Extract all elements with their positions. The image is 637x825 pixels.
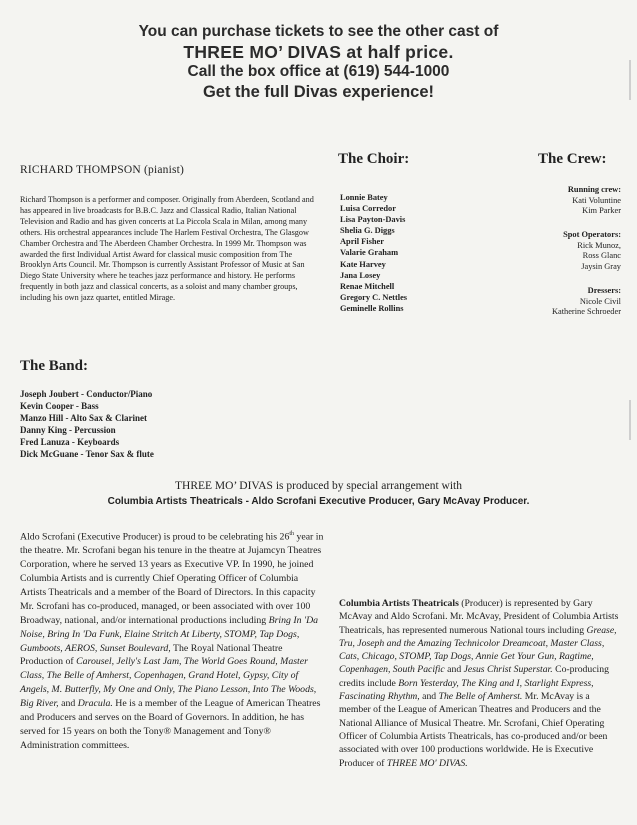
crew-dressers xyxy=(471,286,621,318)
show-titles: THREE MO' DIVAS. xyxy=(386,757,468,769)
list-item: Kate Harvey xyxy=(340,259,386,269)
list-item: Kim Parker xyxy=(582,206,621,216)
band-heading: The Band: xyxy=(20,358,88,374)
crew-role-running: Running crew: xyxy=(567,185,621,194)
promo-line-2: THREE MO’ DIVAS at half price. xyxy=(183,42,454,62)
columbia-name: Columbia Artists Theatricals xyxy=(339,598,459,609)
show-titles: The Belle of Amherst. xyxy=(438,691,523,703)
bio-text: Mr. McAvay is a member of the League of American Theatres and Producers and the National Alliance of Musical Theatre. Mr. Scrofani, Chief Operating Officer of Columbia Artists Theatricals, has co-produced and/or been associated with over 100 productions worldwide. He is Executive Producer of xyxy=(339,691,608,769)
show-titles: Bring In 'Da Noise, Bring In 'Da Funk, Elaine Stritch At Liberty, STOMP, Tap Dogs, Gumboots, AEROS, Sunset Boulevard, xyxy=(20,614,319,654)
list-item: Shelia G. Diggs xyxy=(340,226,395,236)
ordinal-suffix: th xyxy=(289,531,295,537)
crew-heading: The Crew: xyxy=(538,151,607,167)
bio-text: year in the theatre. Mr. Scrofani began his tenure in the theatre at Jujamcyn Theatres Corporation, where he served 13 years as Executive VP. In 1990, he joined Columbia Artists and is currently Chief Operating Officer of Columbia Artists Theatricals and a member of the Board of Directors. In this capacity Mr. Scrofani has co-produced, managed, or been associated with over 100 Broadway, national, and/or international productions including xyxy=(20,531,324,626)
list-item: Manzo Hill - Alto Sax & Clarinet xyxy=(20,413,147,424)
list-item: Dick McGuane - Tenor Sax & flute xyxy=(20,449,154,460)
pianist-heading: RICHARD THOMPSON (pianist) xyxy=(20,164,185,176)
list-item: Kati Voluntine xyxy=(572,195,621,205)
list-item: Joseph Joubert - Conductor/Piano xyxy=(20,389,153,399)
list-item: Ross Glanc xyxy=(582,251,621,261)
bio-text: The Royal National Theatre Production of xyxy=(20,642,283,668)
list-item: Lonnie Batey xyxy=(340,193,388,202)
aldo-name: Aldo Scrofani xyxy=(20,531,76,543)
bio-text: and xyxy=(419,691,439,703)
list-item: Valarie Graham xyxy=(340,248,399,258)
promo-line-3: Call the box office at (619) 544-1000 xyxy=(187,63,450,80)
bio-text: He is a member of the League of American Theatres and Producers and serves on the Board of Governors. In addition, he has served for 15 years on both the Tony® Management and Tony® Administration committees. xyxy=(20,698,321,751)
list-item: Rick Munoz, xyxy=(577,240,621,250)
list-item: Jana Losey xyxy=(340,270,381,280)
pianist-bio: Richard Thompson is a performer and composer. Originally from Aberdeen, Scotland and has appeared in live broadcasts for B.B.C. Jazz and Classical Radio, Italian National Television and Radio and has given concerts at La Piccola Scala in Milan, among many others. His orchestral appearances include The Harlem Festival Orchestra, The Glasgow Chamber Orchestra and The Aberdeen Chamber Orchestra. In 1999 Mr. Thompson was awarded the first Individual Artist Award for classical music composition from The Brooklyn Arts Council. Mr. Thompson is currently Assistant Professor of Music at San Diego State University where he teaches jazz performance and history. He performs frequently in both jazz and classical concerts, as a soloist and many chamber groups, including his own jazz quartet, entitled Mirage. xyxy=(20,195,314,303)
crew-role-dressers: Dressers: xyxy=(587,286,621,295)
bio-text: (Executive Producer) is proud to be celebrating his 26 xyxy=(75,531,290,543)
list-item: Gregory C. Nettles xyxy=(340,292,408,302)
band-list xyxy=(20,388,154,461)
list-item: Geminelle Rollins xyxy=(340,303,404,313)
promo-line-1: You can purchase tickets to see the other cast of xyxy=(138,23,499,40)
bio-text: and xyxy=(444,664,464,676)
bio-text: and xyxy=(58,698,78,710)
list-item: Luisa Corredor xyxy=(340,204,396,214)
choir-list xyxy=(340,192,407,314)
list-item: Renae Mitchell xyxy=(340,281,395,291)
list-item: Nicole Civil xyxy=(579,296,621,306)
crew-role-spot: Spot Operators: xyxy=(563,230,621,239)
crew-running xyxy=(471,185,621,217)
production-credits: Columbia Artists Theatricals - Aldo Scrofani Executive Producer, Gary McAvay Producer. xyxy=(107,496,530,507)
aldo-bio xyxy=(20,528,326,753)
production-line: THREE MO’ DIVAS is produced by special arrangement with xyxy=(174,480,462,492)
columbia-bio xyxy=(339,597,621,770)
bio-text: (Producer) is represented by Gary McAvay and Aldo Scrofani. Mr. McAvay, President of Columbia Artists Theatricals, has represented numerous National tours including xyxy=(339,598,619,636)
promo-line-4: Get the full Divas experience! xyxy=(202,83,435,101)
choir-heading: The Choir: xyxy=(338,151,410,167)
list-item: Kevin Cooper - Bass xyxy=(20,401,99,412)
list-item: Fred Lanuza - Keyboards xyxy=(20,437,120,448)
show-titles: Dracula. xyxy=(77,698,113,710)
ticket-promo-header xyxy=(0,22,637,103)
show-titles: Grease, Tru, Joseph and the Amazing Technicolor Dreamcoat, Master Class, Cats, Chicago, STOMP, Tap Dogs, Annie Get Your Gun, Ragtime, Copenhagen, South Pacific xyxy=(339,624,617,676)
list-item: Jaysin Gray xyxy=(581,261,621,271)
list-item: Katherine Schroeder xyxy=(551,307,621,317)
show-titles: Born Yesterday, The King and I, Starlight Express, Fascinating Rhythm, xyxy=(339,677,594,703)
page-edge-mark xyxy=(629,60,631,100)
show-titles: Jesus Christ Superstar. xyxy=(463,664,553,676)
list-item: Danny King - Percussion xyxy=(20,425,116,436)
show-titles: Carousel, Jelly's Last Jam, The World Goes Round, Master Class, The Belle of Amherst, Copenhagen, Grand Hotel, Gypsy, City of Angels, M. Butterfly, My One and Only, The Piano Lesson, Into The Woods, Big River, xyxy=(20,656,317,710)
crew-spot xyxy=(471,230,621,272)
bio-text: Co-producing credits include xyxy=(339,664,609,689)
list-item: Lisa Payton-Davis xyxy=(340,215,406,225)
page-edge-mark xyxy=(629,400,631,440)
list-item: April Fisher xyxy=(340,237,384,247)
